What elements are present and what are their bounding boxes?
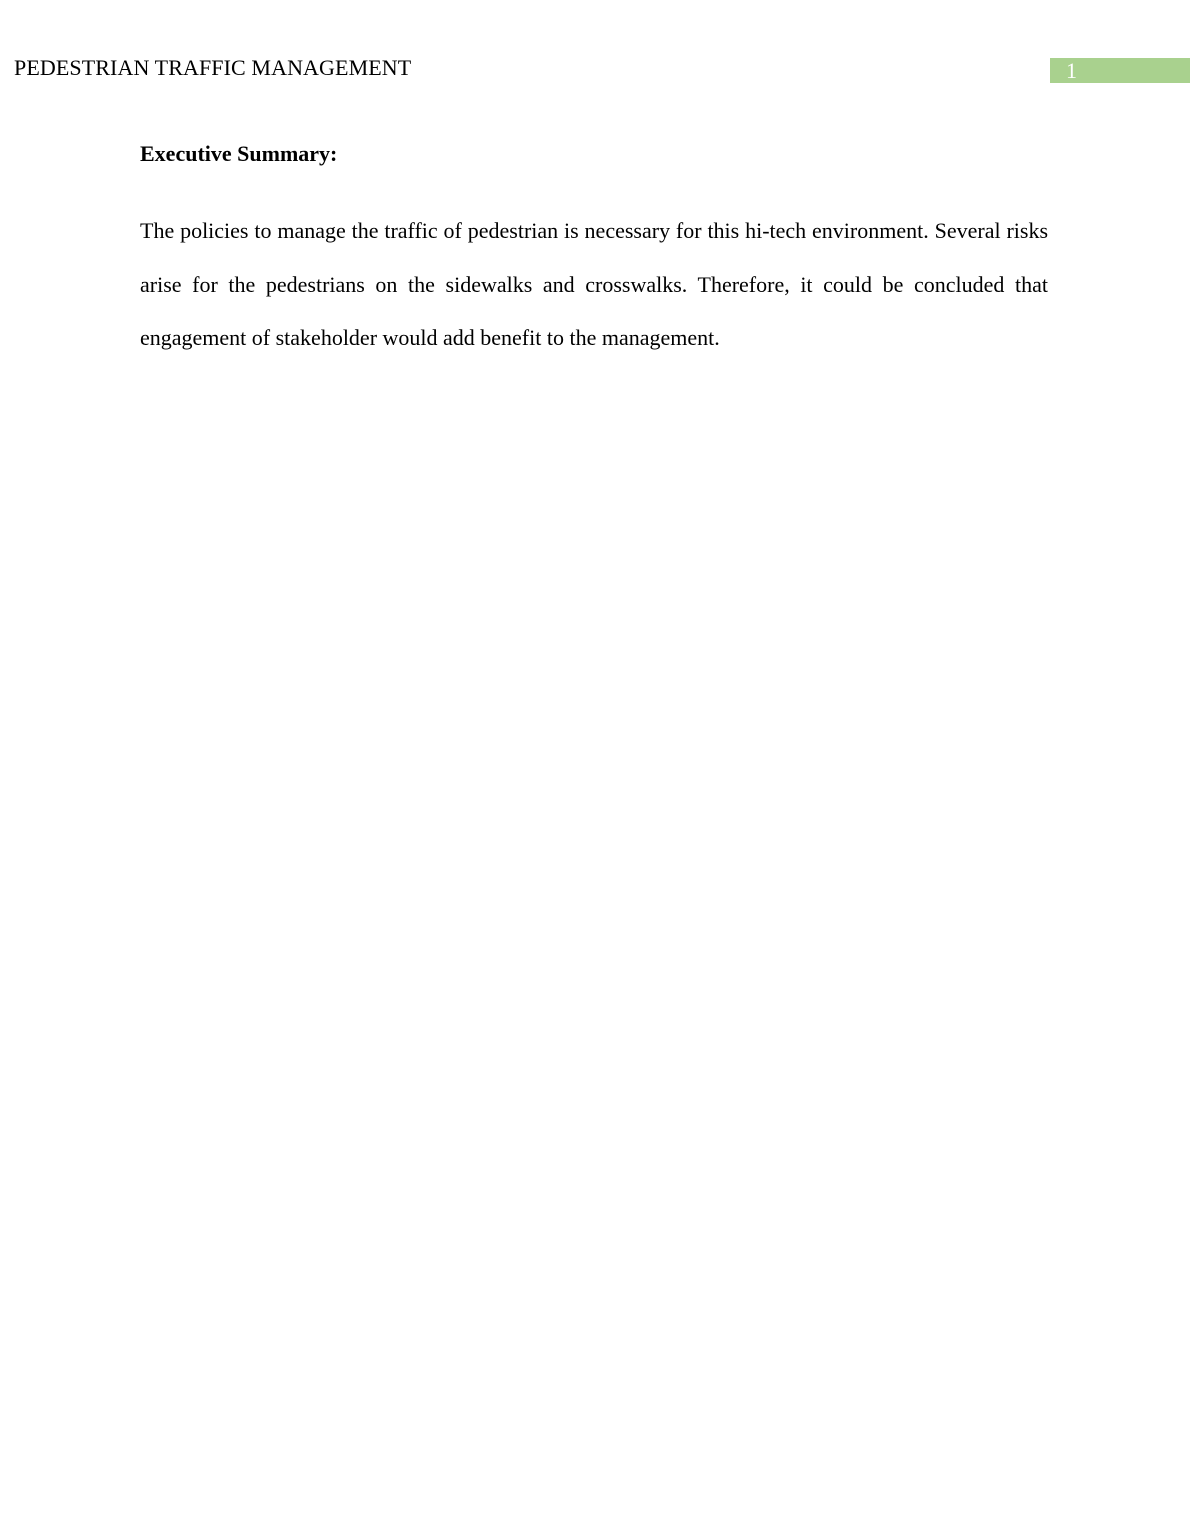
section-heading: Executive Summary: bbox=[140, 141, 338, 166]
running-head: PEDESTRIAN TRAFFIC MANAGEMENT bbox=[14, 55, 412, 80]
page-number: 1 bbox=[1066, 58, 1077, 83]
page-number-bar bbox=[1050, 58, 1190, 83]
body-paragraph: The policies to manage the traffic of pedestrian is necessary for this hi-tech environment. Several risks arise for the pedestrians on the sidewalks and crosswalks. Therefore, it could be concluded that engagement of stakeholder would add benefit to the management. bbox=[140, 218, 1048, 350]
